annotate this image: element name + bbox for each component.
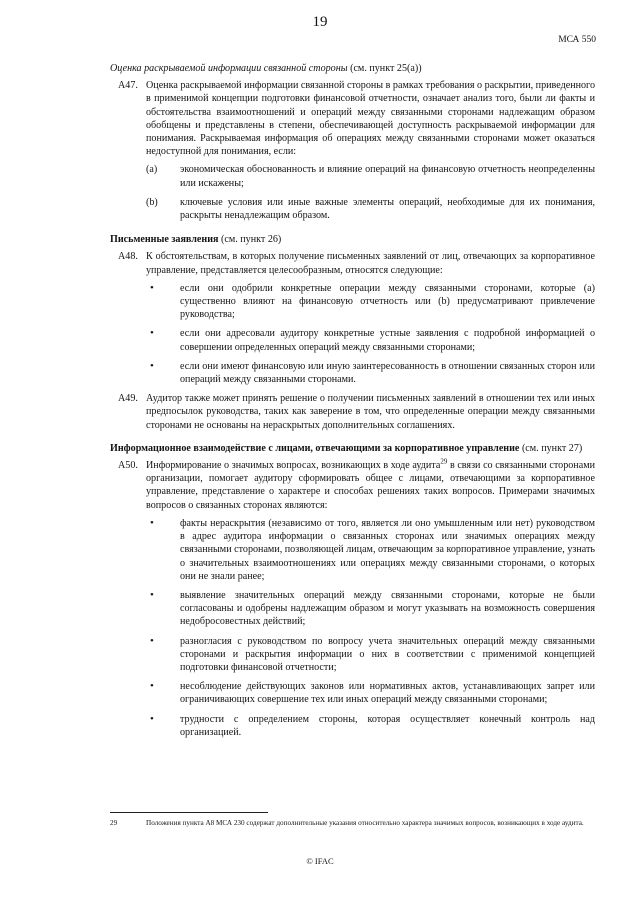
bullet-text: выявление значительных операций между связанными сторонами, которые не были согласованы и одобрены надлежащим образом и могут указывать на возможность совершения недобросовестных действий; <box>180 589 595 628</box>
section-ref: (см. пункт 26) <box>218 234 282 246</box>
bullet-dot: • <box>150 712 154 725</box>
paragraph-text-end: в связи со связанными сторонами организации, помогает аудитору сформировать общее с лицами, отвечающими за корпоративное управление, представление о характере и способах решениях таких вопросов. Примерами значимых вопросов о связанных сторонах являются: <box>146 460 595 511</box>
footnote-number: 29 <box>110 819 118 827</box>
subitem-label: (b) <box>146 196 158 208</box>
footnote-divider <box>110 812 268 813</box>
bullet-item <box>146 517 595 583</box>
paragraph-text: Оценка раскрываемой информации связанной стороны в рамках требования о раскрытии, приведенного в применимой концепции подготовки финансовой отчетности, означает анализ того, были ли факты и обстоятельства взаимоотношений и операций между связанными сторонами надлежащим образом обобщены и представлены в степени, обеспечивающей доступность раскрываемой информации для понимания. Раскрываемая информация об операциях между связанными сторонами может оказаться недоступной для понимания, если: <box>146 80 595 158</box>
bullet-item <box>146 635 595 675</box>
bullet-item <box>146 360 595 386</box>
bullet-dot: • <box>150 680 154 693</box>
bullet-text: если они имеют финансовую или иную заинтересованность в отношении связанных сторон или операций между связанными сторонами. <box>180 360 595 386</box>
bullet-dot: • <box>150 359 154 372</box>
paragraph-a48 <box>110 250 595 276</box>
page-number: 19 <box>312 14 328 30</box>
paragraph-text: Аудитор также может принять решение о получении письменных заявлений в отношении тех или иных предпосылок руководства, таких как заверение в том, что определенные операции между связанными сторонами не основаны на нераскрытых дополнительных соглашениях. <box>146 393 595 431</box>
section-heading-communication <box>110 442 595 455</box>
footnote <box>110 818 595 828</box>
section-title: Оценка раскрываемой информации связанной стороны <box>110 63 348 74</box>
bullet-item <box>146 713 595 739</box>
bullet-text: если они адресовали аудитору конкретные устные заявления с подробной информацией о совершении определенных операций между связанными сторонами; <box>180 328 595 353</box>
bullet-item <box>146 327 595 353</box>
section-ref: (см. пункт 25(a)) <box>347 63 422 74</box>
section-title: Письменные заявления <box>110 234 219 246</box>
bullet-dot: • <box>150 588 154 601</box>
subitem-b <box>146 196 595 222</box>
subitem-text: ключевые условия или иные важные элементы операций, необходимые для их понимания, раскрыты ненадлежащим образом. <box>180 196 595 222</box>
paragraph-number: A49. <box>118 393 138 405</box>
paragraph-a47 <box>110 79 595 158</box>
bullet-dot: • <box>150 634 154 647</box>
bullet-item <box>146 282 595 322</box>
subitem-text: экономическая обоснованность и влияние операций на финансовую отчетность неопределенны или искажены; <box>180 164 595 189</box>
paragraph-text-start: Информирование о значимых вопросах, возникающих в ходе аудита <box>146 460 441 472</box>
standard-code: МСА 550 <box>558 35 596 45</box>
footnote-reference[interactable]: 29 <box>440 457 448 466</box>
bullet-dot: • <box>150 281 154 294</box>
bullet-item <box>146 680 595 706</box>
bullet-dot: • <box>150 516 154 529</box>
paragraph-text: К обстоятельствам, в которых получение письменных заявлений от лиц, отвечающих за корпоративное управление, представляется целесообразным, относятся следующие: <box>146 251 595 276</box>
paragraph-a49 <box>110 392 595 432</box>
bullet-text: разногласия с руководством по вопросу учета значительных операций между связанными сторонами и раскрытия информации о них в соответствии с применимой концепцией подготовки финансовой отчетности; <box>180 635 595 673</box>
section-ref: (см. пункт 27) <box>519 442 583 454</box>
footnote-text: Положения пункта A8 МСА 230 содержат дополнительные указания относительно характера значимых вопросов, возникающих в ходе аудита. <box>146 819 584 827</box>
subitem-a <box>146 163 595 189</box>
paragraph-number: A50. <box>118 460 138 472</box>
paragraph-a50 <box>110 459 595 512</box>
paragraph-number: A47. <box>118 80 138 92</box>
bullet-text: трудности с определением стороны, которая осуществляет конечный контроль над организацией. <box>180 713 595 738</box>
subitem-label: (a) <box>146 164 158 176</box>
section-title: Информационное взаимодействие с лицами, отвечающими за корпоративное управление <box>110 442 520 454</box>
bullet-dot: • <box>150 327 154 340</box>
paragraph-number: A48. <box>118 251 138 263</box>
section-heading-disclosure <box>110 62 595 75</box>
bullet-item <box>146 589 595 629</box>
bullet-text: если они одобрили конкретные операции между связанными сторонами, которые (a) существенно влияют на финансовую отчетность или (b) предусматривают привлечение руководства; <box>180 282 595 321</box>
bullet-text: факты нераскрытия (независимо от того, является ли оно умышленным или нет) руководством в адрес аудитора информации о связанных сторонах или значимых операциях между связанными сторонами, позволяющей лицам, отвечающим за корпоративное управление, узнать о значительных взаимоотношениях или операциях между связанными сторонами, о которых они не знали ранее; <box>180 517 595 582</box>
bullet-text: несоблюдение действующих законов или нормативных актов, устанавливающих запрет или ограничивающих совершение тех или иных операций между связанными сторонами; <box>180 681 595 706</box>
copyright-footer: © IFAC <box>306 856 334 866</box>
section-heading-written-representations <box>110 233 595 246</box>
page-content <box>110 62 595 745</box>
paragraph-text <box>146 459 595 512</box>
